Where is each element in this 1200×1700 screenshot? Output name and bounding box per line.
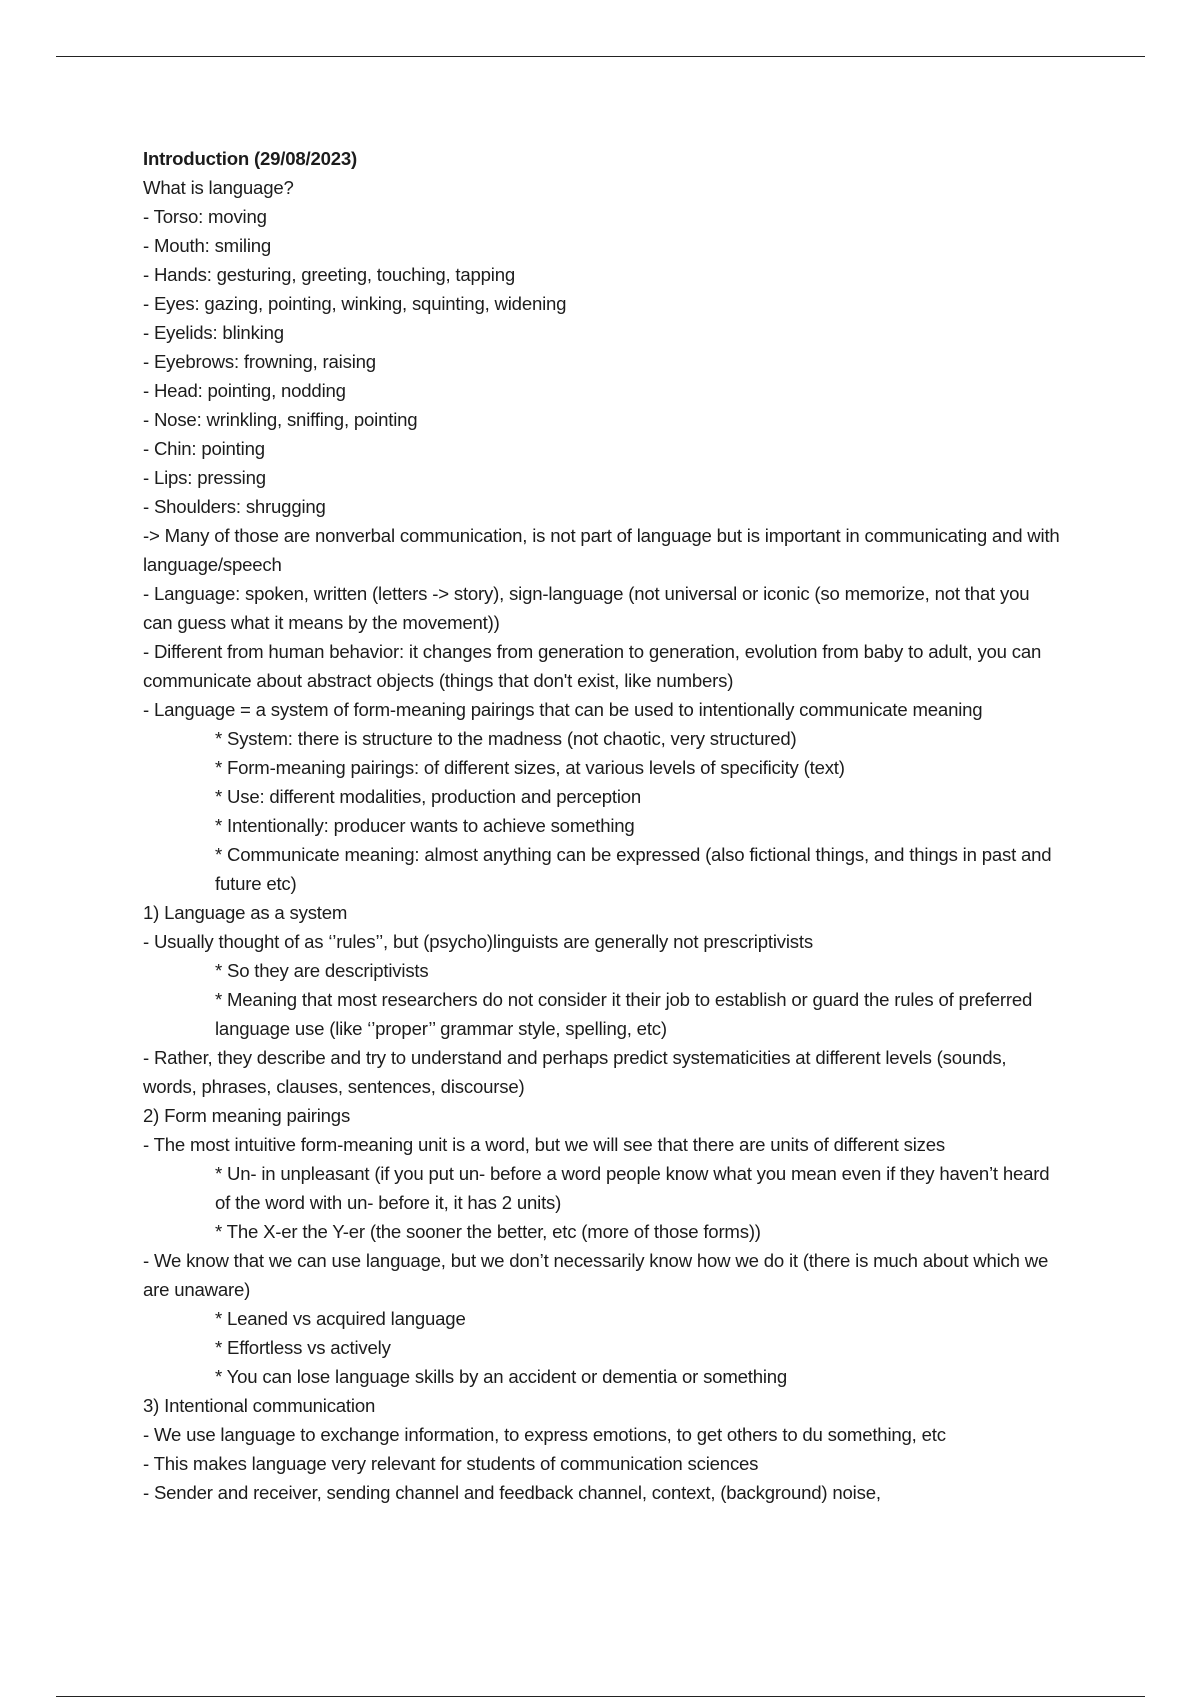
text-line: 3) Intentional communication bbox=[143, 1395, 376, 1416]
text-line: -> Many of those are nonverbal communication, is not part of language but is important in communicating and with language/speech bbox=[143, 525, 1060, 575]
sub-bullet-line: * You can lose language skills by an accident or dementia or something bbox=[215, 1366, 788, 1387]
text-line: - Language = a system of form-meaning pairings that can be used to intentionally communicate meaning bbox=[143, 699, 983, 720]
text-line: 1) Language as a system bbox=[143, 902, 348, 923]
sub-bullet-line: * Un- in unpleasant (if you put un- before a word people know what you mean even if they haven’t heard of the word with un- before it, it has 2 units) bbox=[215, 1163, 1050, 1213]
text-line: - Language: spoken, written (letters -> story), sign-language (not universal or iconic (so memorize, not that you can guess what it means by the movement)) bbox=[143, 583, 1030, 633]
document-body bbox=[143, 144, 1063, 1507]
text-line: - Head: pointing, nodding bbox=[143, 380, 346, 401]
text-line: What is language? bbox=[143, 177, 294, 198]
text-line: 2) Form meaning pairings bbox=[143, 1105, 351, 1126]
sub-bullet-line: * Intentionally: producer wants to achieve something bbox=[215, 815, 635, 836]
text-line: - The most intuitive form-meaning unit is a word, but we will see that there are units of different sizes bbox=[143, 1134, 945, 1155]
sub-bullet-line: * Effortless vs actively bbox=[215, 1337, 391, 1358]
text-line: - Usually thought of as ‘’rules’’, but (psycho)linguists are generally not prescriptivists bbox=[143, 931, 813, 952]
footer-rule bbox=[56, 1696, 1145, 1697]
text-line: - This makes language very relevant for students of communication sciences bbox=[143, 1453, 759, 1474]
sub-bullet-line: * Meaning that most researchers do not consider it their job to establish or guard the rules of preferred language use (like ‘’proper’’ grammar style, spelling, etc) bbox=[215, 989, 1033, 1039]
text-line: - Torso: moving bbox=[143, 206, 267, 227]
sub-bullet-line: * Form-meaning pairings: of different sizes, at various levels of specificity (text) bbox=[215, 757, 845, 778]
text-line: - Eyelids: blinking bbox=[143, 322, 284, 343]
text-line: - Different from human behavior: it changes from generation to generation, evolution from baby to adult, you can communicate about abstract objects (things that don't exist, like numbers) bbox=[143, 641, 1042, 691]
sub-bullet-line: * System: there is structure to the madness (not chaotic, very structured) bbox=[215, 728, 797, 749]
sub-bullet-line: * Communicate meaning: almost anything can be expressed (also fictional things, and things in past and future etc) bbox=[215, 844, 1052, 894]
sub-bullet-line: * Leaned vs acquired language bbox=[215, 1308, 466, 1329]
text-line: - Hands: gesturing, greeting, touching, tapping bbox=[143, 264, 516, 285]
text-line: - Nose: wrinkling, sniffing, pointing bbox=[143, 409, 418, 430]
section-heading: Introduction (29/08/2023) bbox=[143, 148, 358, 169]
text-line: - Eyes: gazing, pointing, winking, squinting, widening bbox=[143, 293, 567, 314]
text-line: - Mouth: smiling bbox=[143, 235, 272, 256]
text-line: - Eyebrows: frowning, raising bbox=[143, 351, 376, 372]
text-line: - Sender and receiver, sending channel and feedback channel, context, (background) noise, bbox=[143, 1482, 881, 1503]
text-line: - We know that we can use language, but we don’t necessarily know how we do it (there is much about which we are unaware) bbox=[143, 1250, 1049, 1300]
text-line: - Chin: pointing bbox=[143, 438, 265, 459]
text-line: - We use language to exchange information, to express emotions, to get others to du something, etc bbox=[143, 1424, 946, 1445]
sub-bullet-line: * The X-er the Y-er (the sooner the better, etc (more of those forms)) bbox=[215, 1221, 761, 1242]
text-line: - Rather, they describe and try to understand and perhaps predict systematicities at different levels (sounds, words, phrases, clauses, sentences, discourse) bbox=[143, 1047, 1007, 1097]
sub-bullet-line: * Use: different modalities, production and perception bbox=[215, 786, 642, 807]
text-line: - Lips: pressing bbox=[143, 467, 266, 488]
sub-bullet-line: * So they are descriptivists bbox=[215, 960, 429, 981]
text-line: - Shoulders: shrugging bbox=[143, 496, 326, 517]
header-rule bbox=[56, 56, 1145, 57]
